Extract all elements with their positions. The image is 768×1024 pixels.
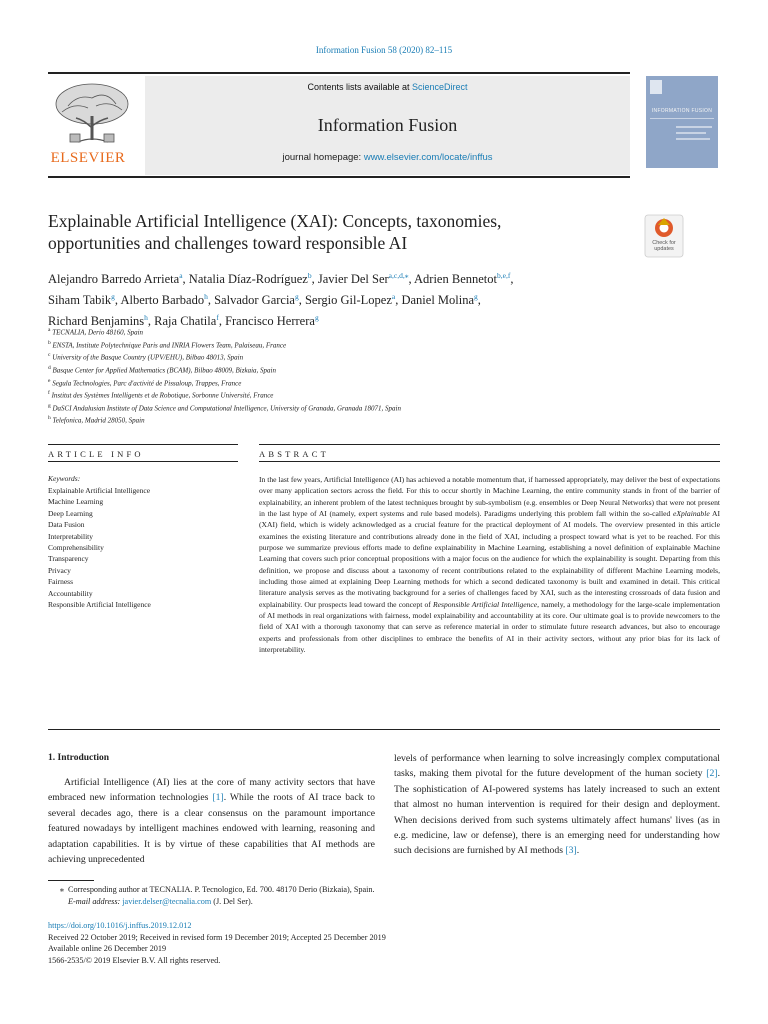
author[interactable]: Alejandro Barredo Arrieta$^a$, [48,271,189,287]
affiliation-list [48,325,648,426]
affiliation: $^f$ Institut des Systèmes Intelligents et de Robotique, Sorbonne Université, France [48,390,274,400]
keyword: Deep Learning [48,508,93,518]
author[interactable]: Francisco Herrera$^g$ [225,313,319,329]
footnote-text: Corresponding author at TECNALIA. P. Tecnologico, Ed. 700. 48170 Derio (Bizkaia), Spain. [68,885,375,894]
keyword-list [48,485,248,610]
introduction-heading: 1. Introduction [48,753,110,763]
sciencedirect-link[interactable]: ScienceDirect [412,82,468,92]
homepage-prefix: journal homepage: [282,152,364,163]
article-info-heading: ARTICLE INFO [48,449,144,459]
affiliation: $^b$ ENSTA, Institute Polytechnique Paris and INRIA Flowers Team, Palaiseau, France [48,339,287,349]
journal-title: Information Fusion [317,115,458,135]
affiliation: $^a$ TECNALIA, Derio 48160, Spain [48,327,144,337]
author[interactable]: Natalia Díaz-Rodríguez$^b$, [188,271,318,287]
journal-citation[interactable]: Information Fusion 58 (2020) 82–115 [315,45,453,55]
author[interactable]: Raja Chatila$^f$, [154,313,226,329]
masthead-bottom-rule [48,176,630,178]
keyword: Privacy [48,565,71,575]
email-label: E-mail address: [68,897,121,906]
author[interactable]: Daniel Molina$^g$, [401,292,481,308]
cover-art-icon [646,76,718,168]
copyright: 1566-2535/© 2019 Elsevier B.V. All rights reserved. [48,955,221,965]
keyword: Transparency [48,554,89,564]
introduction-column-left: Artificial Intelligence (AI) lies at the core of many activity sectors that have embraced new information technologies [1]. While the roots of AI trace back to several decades ago, there is a clear consensus on the paramount importance featured nowadays by intelligent machines endowed with learning, reasoning and adaptation capabilities. It is by virtue of these capabilities that AI methods are achieving unprecedented [48,777,375,866]
author[interactable]: Sergio Gil-Lopez$^a$, [304,292,402,308]
reference-link[interactable]: [1] [212,792,224,804]
homepage-link[interactable]: www.elsevier.com/locate/inffus [363,152,493,163]
footnote-mark: ⁎ [59,885,64,894]
author[interactable]: Adrien Bennetot$^{b,e,f}$, [414,271,514,287]
keyword: Comprehensibility [48,543,104,553]
affiliation: $^h$ Telefonica, Madrid 28050, Spain [48,415,145,425]
journal-banner [145,76,630,175]
abstract-top-rule [259,444,720,445]
introduction-column-right: levels of performance when learning to solve increasingly complex computational tasks, making them pivotal for the future development of the human society [2]. The sophistication of AI-powered systems has lately increased to such an extent that almost no human intervention is required for their design and deployment. When decisions derived from such systems ultimately affect humans' lives (as in e.g. medicine, law or defense), there is an emerging need for understanding how such decisions are furnished by AI methods [3]. [394,753,720,857]
author-list [48,267,648,330]
journal-homepage-line [145,152,630,163]
paper-title [48,210,608,254]
title-line-2: opportunities and challenges toward responsible AI [48,233,408,253]
footnote-rule [48,880,94,881]
keyword: Fairness [48,577,73,587]
reference-link[interactable]: [3] [565,845,577,857]
affiliation: $^g$ DaSCI Andalusian Institute of Data Science and Computational Intelligence, University of Granada, Granada 18071, Spain [48,402,401,413]
author[interactable]: Javier Del Ser$^{a,c,d,⁎}$, [317,271,415,287]
abstract-text: In the last few years, Artificial Intelligence (AI) has achieved a notable momentum that, if harnessed appropriately, may deliver the best of expectations over many application sectors across the field. For this to occur shortly in Machine Learning, the entire community stands in front of the barrier of explainability, an inherent problem of the latest techniques brought by sub-symbolism (e.g. ensembles or Deep Neural Networks) that were not present in the last hype of AI (namely, expert systems and rule based models). Paradigms underlying this problem fall within the so-called eXplainable AI (XAI) field, which is widely acknowledged as a crucial feature for the practical deployment of AI models. The overview presented in this article examines the existing literature and contributions already done in the field of XAI, including a prospect toward what is yet to be reached. For this purpose we summarize previous efforts made to define explainability in Machine Learning, establishing a novel definition of explainable Machine Learning that covers such prior conceptual propositions with a major focus on the audience for which the explainability is sought. Departing from this definition, we propose and discuss about a taxonomy of recent contributions related to the explainability of different Machine Learning models, including those aimed at explaining Deep Learning methods for which a second dedicated taxonomy is built and examined in detail. This critical literature analysis serves as the motivating background for a series of challenges faced by XAI, such as the interesting crossroads of data fusion and explainability. Our prospects lead toward the concept of Responsible Artificial Intelligence, namely, a methodology for the large-scale implementation of AI methods in real organizations with fairness, model explainability and accountability at its core. Our ultimate goal is to provide newcomers to the field of XAI with a thorough taxonomy that can serve as reference material in order to stimulate future research advances, but also to encourage experts and professionals from other disciplines to embrace the benefits of AI in their activity sectors, without any prior bias for its lack of interpretability. [259,475,720,655]
keyword: Accountability [48,588,93,598]
cover-title: INFORMATION FUSION [651,108,713,114]
author[interactable]: Alberto Barbado$^h$, [120,292,215,308]
doi-link[interactable]: https://doi.org/10.1016/j.inffus.2019.12.012 [48,921,192,930]
contents-prefix: Contents lists available at [307,82,413,92]
contents-available-line [145,82,630,92]
keyword: Interpretability [48,531,93,541]
author[interactable]: Siham Tabik$^g$, [48,292,121,308]
affiliation: $^e$ Segula Technologies, Parc d'activité de Pissaloup, Trappes, France [48,377,242,387]
keyword: Data Fusion [48,520,85,530]
affiliation: $^c$ University of the Basque Country (UPV/EHU), Bilbao 48013, Spain [48,352,244,362]
keywords-label: Keywords: [48,474,81,483]
email-suffix: (J. Del Ser). [211,897,253,906]
keyword: Machine Learning [48,497,104,507]
abstract-bottom-rule [259,461,720,462]
publication-info [48,920,648,966]
title-line-1: Explainable Artificial Intelligence (XAI): Concepts, taxonomies, [48,211,502,231]
email-link[interactable]: javier.delser@tecnalia.com [122,897,212,906]
online-date: Available online 26 December 2019 [48,944,167,954]
section-divider [48,729,720,730]
corresponding-author-footnote [48,884,648,908]
keyword: Explainable Artificial Intelligence [48,486,151,495]
elsevier-wordmark[interactable]: ELSEVIER [50,150,126,166]
abstract-heading: ABSTRACT [259,449,329,459]
article-info-bottom-rule [48,461,238,462]
article-info-top-rule [48,444,238,445]
masthead-top-rule [48,72,630,74]
journal-cover-thumbnail[interactable] [646,76,718,168]
reference-link[interactable]: [2] [706,768,718,780]
received-dates: Received 22 October 2019; Received in revised form 19 December 2019; Accepted 25 December 2019 [48,932,386,942]
affiliation: $^d$ Basque Center for Applied Mathematics (BCAM), Bilbao 48009, Bizkaia, Spain [48,364,276,375]
keyword: Responsible Artificial Intelligence [48,600,151,610]
author[interactable]: Salvador Garcia$^g$, [214,292,305,308]
author[interactable]: Richard Benjamins$^h$, [48,313,155,329]
check-for-updates-label[interactable]: Check for updates [652,240,676,252]
